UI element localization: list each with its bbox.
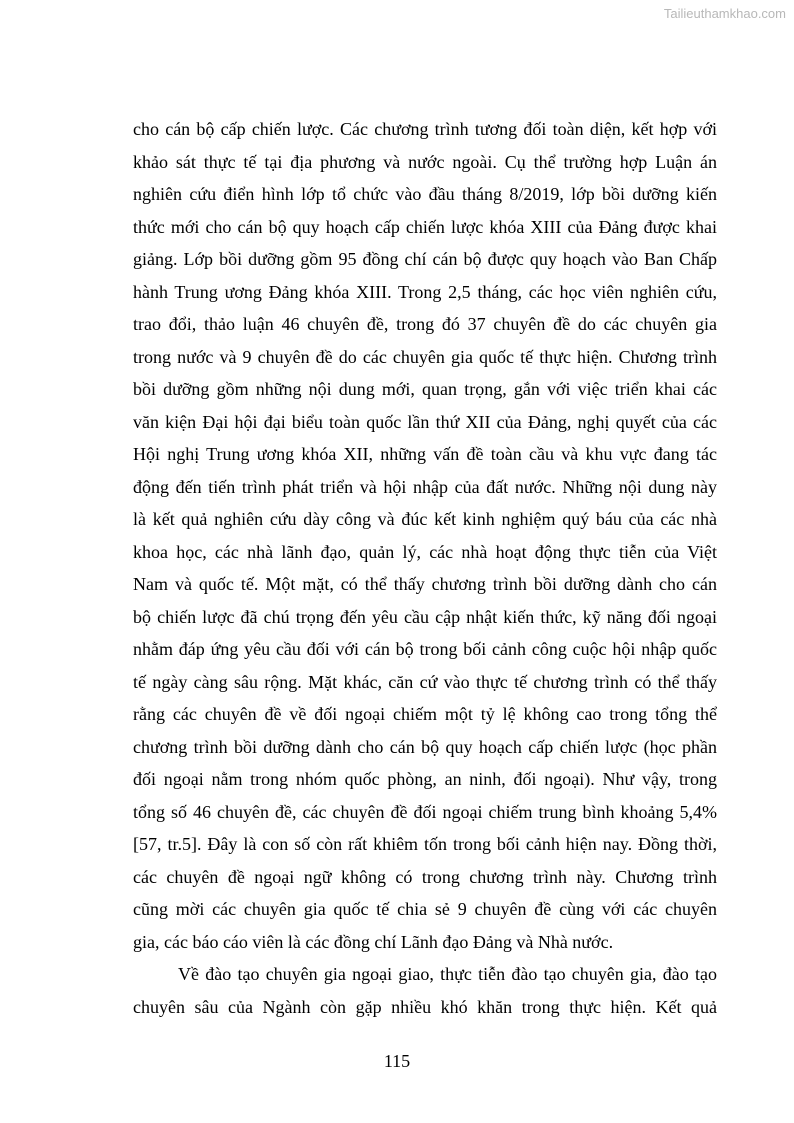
text-line: tế ngày càng sâu rộng. Mặt khác, căn cứ vào thực tế chương trình có thể thấy: [133, 671, 717, 692]
paragraph: [133, 113, 717, 958]
text-line: hành Trung ương Đảng khóa XIII. Trong 2,5 tháng, các học viên nghiên cứu,: [133, 281, 717, 302]
text-line: trong nước và 9 chuyên đề do các chuyên gia quốc tế thực hiện. Chương trình: [133, 346, 717, 367]
paragraph: [133, 958, 717, 1023]
page-body: [133, 113, 717, 1023]
text-line: bồi dưỡng gồm những nội dung mới, quan trọng, gắn với việc triển khai các: [133, 379, 717, 399]
watermark: Tailieuthamkhao.com: [663, 6, 786, 21]
text-line: cũng mời các chuyên gia quốc tế chia sẻ 9 chuyên đề cùng với các chuyên: [133, 899, 717, 919]
text-line: các chuyên đề ngoại ngữ không có trong chương trình này. Chương trình: [133, 866, 717, 887]
text-line: chương trình bồi dưỡng dành cho cán bộ quy hoạch cấp chiến lược (học phần: [133, 736, 717, 757]
text-line: Về đào tạo chuyên gia ngoại giao, thực tiễn đào tạo chuyên gia, đào tạo: [178, 964, 717, 984]
text-line: tổng số 46 chuyên đề, các chuyên đề đối ngoại chiếm trung bình khoảng 5,4%: [133, 801, 717, 822]
text-line: [57, tr.5]. Đây là con số còn rất khiêm tốn trong bối cảnh hiện nay. Đồng thời,: [133, 834, 717, 854]
text-line: động đến tiến trình phát triển và hội nhập của đất nước. Những nội dung này: [133, 476, 717, 497]
page-number: 115: [383, 1051, 411, 1071]
text-line: văn kiện Đại hội đại biểu toàn quốc lần thứ XII của Đảng, nghị quyết của các: [133, 411, 717, 432]
text-line: cho cán bộ cấp chiến lược. Các chương trình tương đối toàn diện, kết hợp với: [133, 119, 717, 139]
text-line: đối ngoại nằm trong nhóm quốc phòng, an ninh, đối ngoại). Như vậy, trong: [133, 769, 717, 789]
text-line: bộ chiến lược đã chú trọng đến yêu cầu cập nhật kiến thức, kỹ năng đối ngoại: [133, 606, 717, 627]
text-line: trao đổi, thảo luận 46 chuyên đề, trong đó 37 chuyên đề do các chuyên gia: [133, 314, 717, 334]
text-line: khoa học, các nhà lãnh đạo, quản lý, các nhà hoạt động thực tiễn của Việt: [133, 541, 717, 562]
text-line: Nam và quốc tế. Một mặt, có thể thấy chương trình bồi dưỡng dành cho cán: [133, 574, 717, 594]
text-line: khảo sát thực tế tại địa phương và nước ngoài. Cụ thể trường hợp Luận án: [133, 151, 717, 172]
text-line: nhằm đáp ứng yêu cầu đối với cán bộ trong bối cảnh công cuộc hội nhập quốc: [133, 639, 717, 659]
text-line: Hội nghị Trung ương khóa XII, những vấn đề toàn cầu và khu vực đang tác: [133, 444, 717, 464]
text-line: thức mới cho cán bộ quy hoạch cấp chiến lược khóa XIII của Đảng được khai: [133, 216, 717, 237]
text-line: gia, các báo cáo viên là các đồng chí Lãnh đạo Đảng và Nhà nước.: [133, 931, 614, 952]
text-line: giảng. Lớp bồi dưỡng gồm 95 đồng chí cán bộ được quy hoạch vào Ban Chấp: [133, 249, 717, 269]
text-line: nghiên cứu điển hình lớp tổ chức vào đầu tháng 8/2019, lớp bồi dưỡng kiến: [133, 184, 717, 204]
text-line: là kết quả nghiên cứu dày công và đúc kết kinh nghiệm quý báu của các nhà: [133, 509, 717, 529]
text-line: chuyên sâu của Ngành còn gặp nhiều khó khăn trong thực hiện. Kết quả: [133, 996, 717, 1017]
text-line: rằng các chuyên đề về đối ngoại chiếm một tỷ lệ không cao trong tổng thể: [133, 704, 717, 724]
